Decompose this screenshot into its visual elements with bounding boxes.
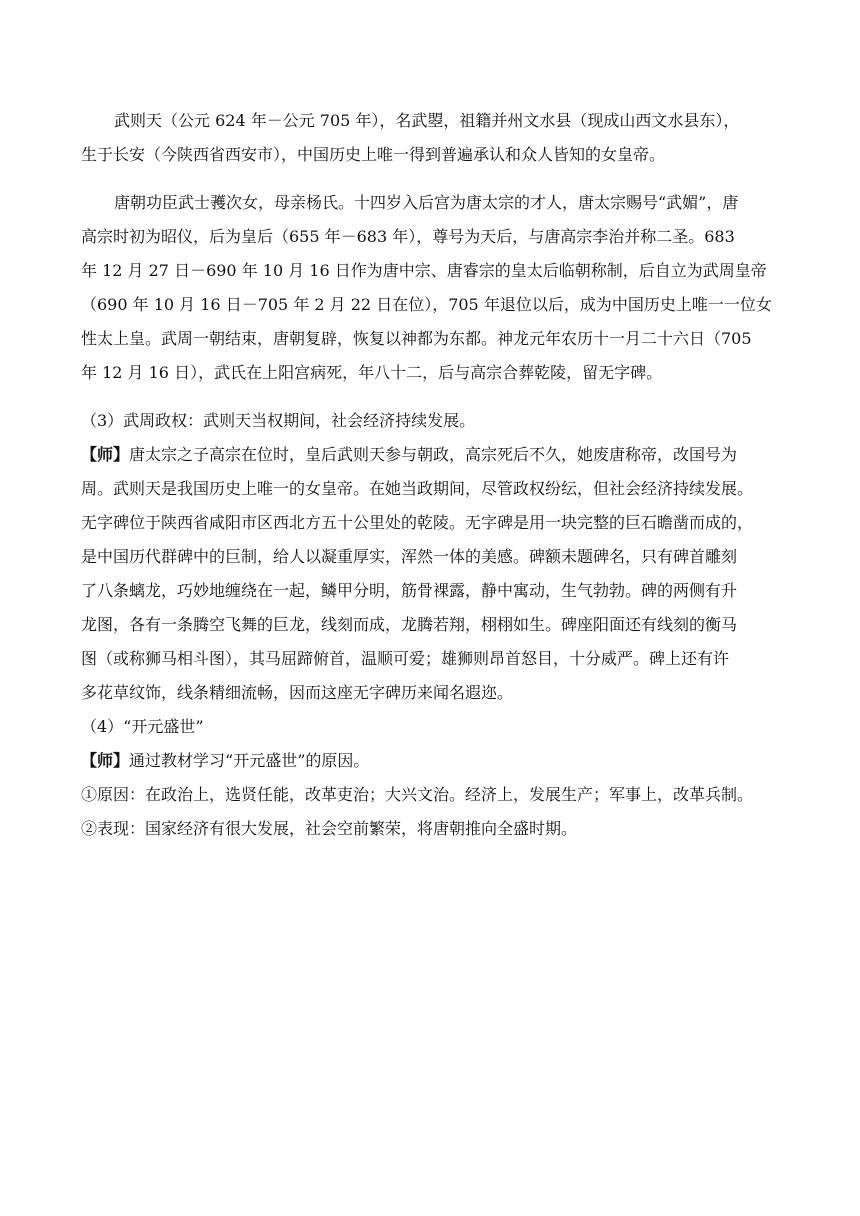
teacher-tag: 【师】: [81, 445, 130, 464]
section-3-line-8: 多花草纹饰，线条精细流畅，因而这座无字碑历来闻名遐迩。: [81, 683, 514, 702]
section-4-teacher-text: 通过教材学习“开元盛世”的原因。: [129, 751, 370, 770]
paragraph-2-line-5: 性太上皇。武周一朝结束，唐朝复辟，恢复以神都为东都。神龙元年农历十一月二十六日（705: [81, 329, 752, 348]
section-4-item-1: ①原因：在政治上，选贤任能，改革吏治；大兴文治。经济上，发展生产；军事上，改革兵制。: [81, 785, 754, 804]
paragraph-2-line-6: 年 12 月 16 日），武氏在上阳宫病死，年八十二，后与高宗合葬乾陵，留无字碑。: [81, 363, 663, 382]
section-3-line-4: 是中国历代群碑中的巨制，给人以凝重厚实，浑然一体的美感。碑额未题碑名，只有碑首雕刻: [81, 547, 738, 566]
paragraph-2-line-2: 高宗时初为昭仪，后为皇后（655 年－683 年），尊号为天后，与唐高宗李治并称二圣。683: [81, 227, 735, 246]
paragraph-2-line-1: 唐朝功臣武士彟次女，母亲杨氏。十四岁入后宫为唐太宗的才人，唐太宗赐号“武媚”，唐: [114, 193, 739, 212]
paragraph-1-line-2: 生于长安（今陕西省西安市），中国历史上唯一得到普遍承认和众人皆知的女皇帝。: [81, 145, 666, 164]
teacher-tag-2: 【师】: [81, 751, 130, 770]
section-3-line-7: 图（或称狮马相斗图），其马屈蹄俯首，温顺可爱；雄狮则昂首怒目，十分威严。碑上还有许: [81, 649, 730, 668]
section-4-teacher-line: [81, 747, 369, 775]
section-3-line-6: 龙图，各有一条腾空飞舞的巨龙，线刻而成，龙腾若翔，栩栩如生。碑座阳面还有线刻的衡马: [81, 615, 738, 634]
section-3-line-1-text: 唐太宗之子高宗在位时，皇后武则天参与朝政，高宗死后不久，她废唐称帝，改国号为: [129, 445, 738, 464]
section-3-line-3: 无字碑位于陕西省咸阳市区西北方五十公里处的乾陵。无字碑是用一块完整的巨石瞻凿而成的，: [81, 513, 754, 532]
paragraph-2-line-4: （690 年 10 月 16 日－705 年 2 月 22 日在位），705 年退位以后，成为中国历史上唯一一位女: [81, 295, 772, 314]
section-4-item-2: ②表现：国家经济有很大发展，社会空前繁荣，将唐朝推向全盛时期。: [81, 819, 578, 838]
section-3-line-5: 了八条螭龙，巧妙地缠绕在一起，鳞甲分明，筋骨裸露，静中寓动，生气勃勃。碑的两侧有升: [81, 581, 738, 600]
section-3-heading: （3）武周政权：武则天当权期间，社会经济持续发展。: [81, 411, 476, 430]
section-3-line-2: 周。武则天是我国历史上唯一的女皇帝。在她当政期间，尽管政权纷纭，但社会经济持续发展。: [81, 479, 754, 498]
paragraph-2-line-3: 年 12 月 27 日－690 年 10 月 16 日作为唐中宗、唐睿宗的皇太后临朝称制，后自立为武周皇帝: [81, 261, 767, 280]
paragraph-1-line-1: 武则天（公元 624 年－公元 705 年），名武曌，祖籍并州文水县（现成山西文水县东），: [114, 111, 740, 130]
section-3-line-1: [81, 441, 737, 469]
section-4-heading: （4）“开元盛世”: [81, 717, 204, 736]
